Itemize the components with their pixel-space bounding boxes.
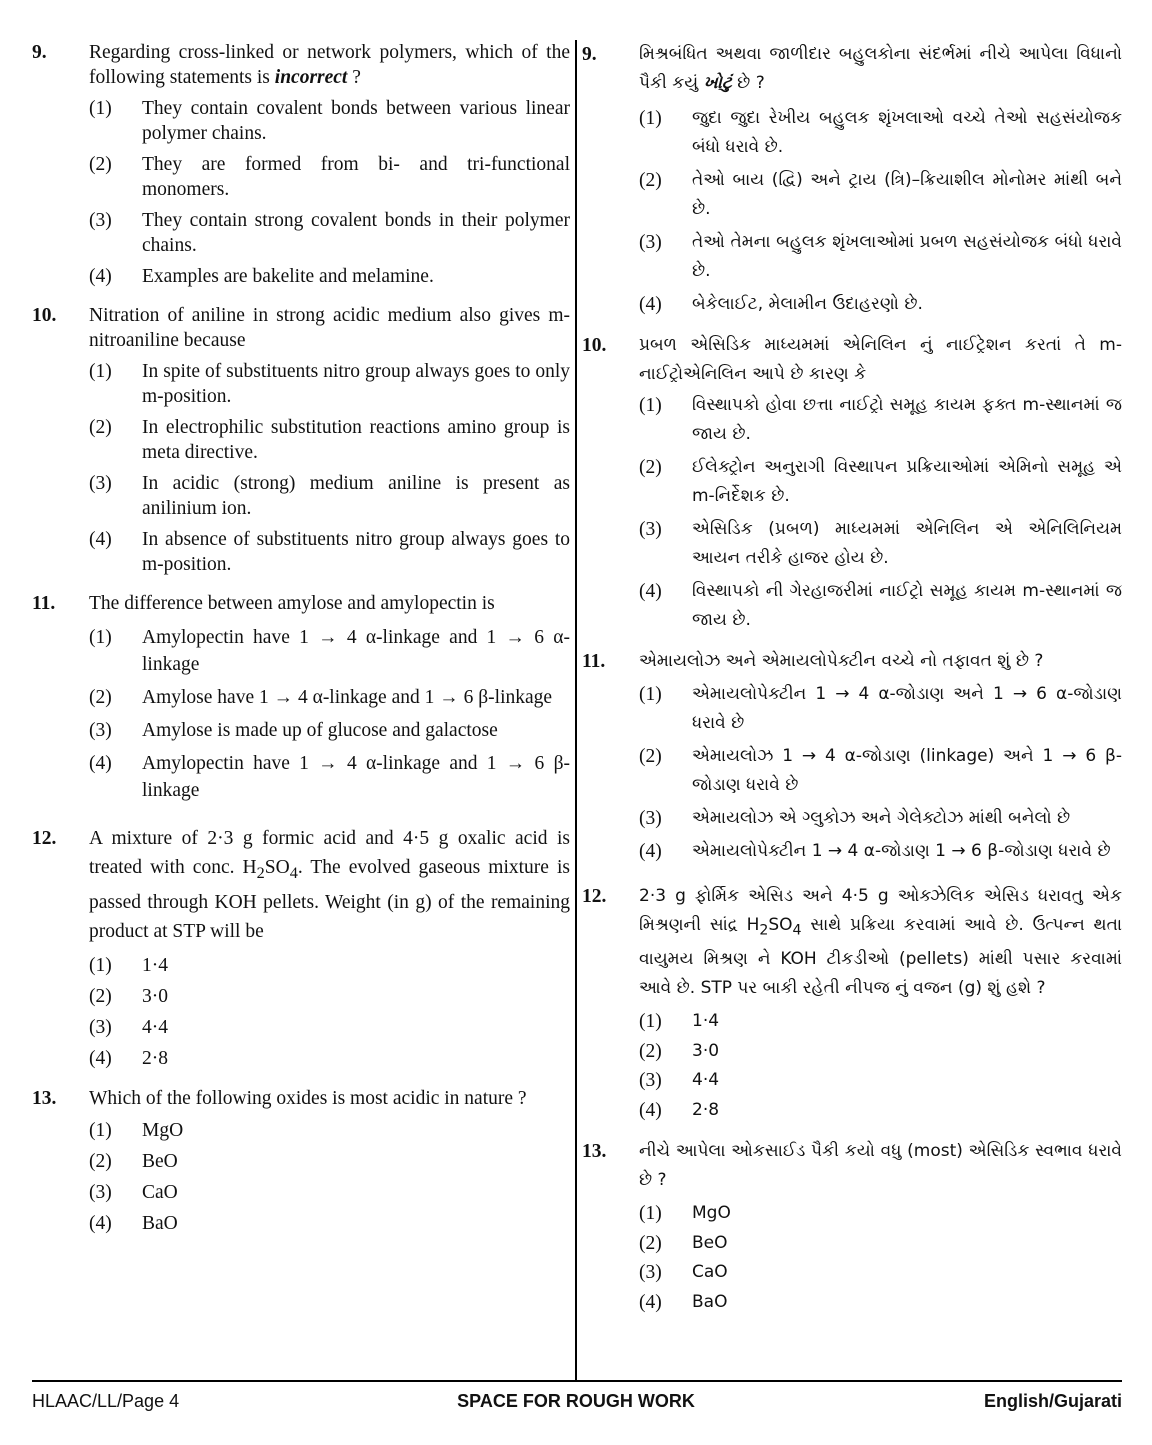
options-list [89,359,570,577]
question-text: A mixture of 2·3 g formic acid and 4·5 g oxalic acid is treated with conc. $H_2SO_4$. The evolved gaseous mixture is passed through KOH pellets. Weight (in g) of the remaining product at STP will be [89,828,570,942]
question-number: 9. [582,44,597,65]
option: (3) Amylose is made up of glucose and galactose [89,720,498,741]
question-13-en [32,1086,570,1239]
language-label: English/Gujarati [983,1391,1122,1411]
question-12-gu [582,882,1122,1125]
options-list [639,104,1122,319]
option: (2) BeO [639,1232,728,1254]
question-13-gu [582,1137,1122,1317]
option: (1) In spite of substituents nitro group always goes to only m-position. [89,361,570,407]
question-10-gu [582,331,1122,635]
question-number: 12. [32,828,57,849]
question-number: 13. [32,1087,57,1109]
options-list [639,1007,1122,1125]
question-number: 13. [582,1141,607,1163]
option: (3) CaO [89,1181,178,1203]
column-divider [575,40,577,1380]
option: (3) CaO [639,1262,728,1284]
option: (1) They contain covalent bonds between various linear polymer chains. [89,98,570,144]
option: (1) વિસ્થાપકો હોવા છત્તા નાઈટ્રો સમૂહ કાયમ ફક્ત m-સ્થાનમાં જ જાય છે. [639,395,1122,444]
question-text: એમાયલોઝ અને એમાયલોપેક્ટીન વચ્ચે નો તફાવત શું છે ? [639,651,1044,671]
question-text: Nitration of aniline in strong acidic medium also gives m-nitroaniline because [89,305,570,351]
question-number: 10. [32,305,57,326]
question-text: મિશ્રબંધિત અથવા જાળીદાર બહુલકોના સંદર્ભમાં નીચે આપેલા વિધાનો પૈકી કયું ખોટું છે ? [639,44,1122,93]
emphasis-word: ખોટું [703,73,732,93]
option: (2) 3·0 [89,985,168,1007]
question-11-en [32,591,570,804]
option: (1) MgO [639,1203,731,1225]
options-list [89,950,570,1074]
question-10-en [32,303,570,577]
option: (3) They contain strong covalent bonds in their polymer chains. [89,210,570,256]
option: (4) એમાયલોપેક્ટીન 1 → 4 α-જોડાણ 1 → 6 β-જોડાણ ધરાવે છે [639,841,1111,862]
option: (3) In acidic (strong) medium aniline is present as anilinium ion. [89,473,570,519]
option: (1) 1·4 [89,954,168,976]
page-code: HLAAC/LL/Page 4 [32,1391,180,1411]
question-text: The difference between amylose and amylopectin is [89,593,495,614]
emphasis-word: incorrect [274,67,348,88]
option: (2) તેઓ બાય (દ્વિ) અને ટ્રાય (ત્રિ)–ક્રિયાશીલ મોનોમર માંથી બને છે. [639,170,1122,219]
question-text: પ્રબળ એસિડિક માધ્યમમાં એનિલિન નું નાઈટ્રેશન કરતાં તે m-નાઈટ્રોએનિલિન આપે છે કારણ કે [639,335,1122,384]
option: (2) 3·0 [639,1040,720,1062]
gujarati-column [582,40,1122,1317]
options-list [639,1199,1122,1317]
question-9-en [32,40,570,289]
question-text: 2·3 g ફોર્મિક એસિડ અને 4·5 g ઓક્ઝેલિક એસિડ ધરાવતુ એક મિશ્રણની સાંદ્ર $H_2SO_4$ સાથે પ્રક્રિયા કરવામાં આવે છે. ઉત્પન્ન થતા વાયુમય મિશ્રણ ને KOH ટીકડીઓ (pellets) માંથી પસાર કરવામાં આવે છે. STP પર બાકી રહેતી નીપજ નું વજન (g) શું હશે ? [639,886,1123,999]
option: (4) 2·8 [89,1047,168,1069]
question-text: Which of the following oxides is most acidic in nature ? [89,1087,527,1109]
english-column [32,40,570,1239]
option: (1) જુદા જુદા રેખીય બહુલક શૃંખલાઓ વચ્ચે તેઓ સહસંયોજક બંધો ધરાવે છે. [639,108,1122,157]
options-list [89,96,570,289]
option: (3) 4·4 [639,1070,720,1092]
options-list [89,624,570,804]
option: (1) એમાયલોપેક્ટીન 1 → 4 α-જોડાણ અને 1 → 6 α-જોડાણ ધરાવે છે [639,684,1122,733]
option: (4) BaO [89,1212,178,1234]
question-number: 9. [32,42,47,63]
question-number: 11. [32,593,56,614]
footer-rule [32,1380,1122,1382]
option: (2) Amylose have 1 → 4 α-linkage and 1 → 6 β-linkage [89,687,553,708]
options-list [639,391,1122,635]
option: (3) 4·4 [89,1016,168,1038]
option: (3) એમાયલોઝ એ ગ્લુકોઝ અને ગેલેક્ટોઝ માંથી બનેલો છે [639,808,1071,829]
option: (4) બેકેલાઈટ, મેલામીન ઉદાહરણો છે. [639,294,923,315]
option: (2) ઈલેક્ટ્રોન અનુરાગી વિસ્થાપન પ્રક્રિયાઓમાં એમિનો સમૂહ એ m-નિર્દેશક છે. [639,457,1122,506]
option: (1) MgO [89,1119,184,1141]
question-12-en [32,824,570,1074]
question-11-gu [582,647,1122,866]
options-list [89,1115,570,1239]
option: (4) Examples are bakelite and melamine. [89,266,434,287]
question-text: નીચે આપેલા ઓકસાઈડ પૈકી કયો વધુ (most) એસિડિક સ્વભાવ ધરાવે છે ? [639,1141,1122,1191]
option: (2) They are formed from bi- and tri-functional monomers. [89,154,570,200]
option: (4) વિસ્થાપકો ની ગેરહાજરીમાં નાઈટ્રો સમૂહ કાયમ m-સ્થાનમાં જ જાય છે. [639,581,1122,630]
option: (1) 1·4 [639,1011,720,1033]
option: (2) એમાયલોઝ 1 → 4 α-જોડાણ (linkage) અને 1 → 6 β-જોડાણ ધરાવે છે [639,746,1122,795]
question-text: Regarding cross-linked or network polymers, which of the following statements is incorrect ? [89,42,570,88]
option: (4) 2·8 [639,1099,720,1121]
option: (3) તેઓ તેમના બહુલક શૃંખલાઓમાં પ્રબળ સહસંયોજક બંધો ધરાવે છે. [639,232,1122,281]
rough-work-label: SPACE FOR ROUGH WORK [457,1391,695,1411]
options-list [639,680,1122,866]
option: (2) BeO [89,1150,178,1172]
option: (4) In absence of substituents nitro group always goes to m-position. [89,529,570,575]
question-number: 10. [582,335,607,356]
option: (1) Amylopectin have 1 → 4 α-linkage and 1 → 6 α-linkage [89,627,570,675]
question-number: 11. [582,651,606,672]
option: (3) એસિડિક (પ્રબળ) માધ્યમમાં એનિલિન એ એનિલિનિયમ આયન તરીકે હાજર હોય છે. [639,519,1122,568]
question-number: 12. [582,886,607,907]
question-9-gu [582,40,1122,319]
option: (2) In electrophilic substitution reactions amino group is meta directive. [89,417,570,463]
option: (4) BaO [639,1291,728,1313]
option: (4) Amylopectin have 1 → 4 α-linkage and 1 → 6 β-linkage [89,753,570,801]
